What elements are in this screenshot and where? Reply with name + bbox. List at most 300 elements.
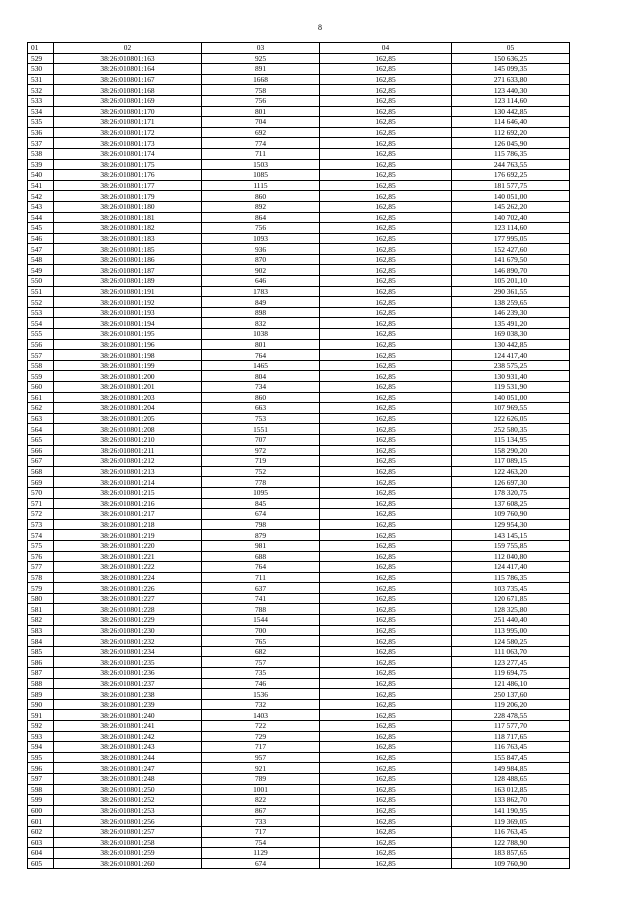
value-cell: 250 137,60 [452,689,570,700]
table-row [28,360,570,371]
table-row [28,191,570,202]
table-row [28,487,570,498]
area-cell: 798 [202,519,320,530]
row-number-cell: 534 [28,106,54,117]
rate-cell: 162,85 [320,127,452,138]
rate-cell: 162,85 [320,329,452,340]
row-number-cell: 601 [28,816,54,827]
table-row [28,805,570,816]
rate-cell: 162,85 [320,509,452,520]
area-cell: 674 [202,858,320,869]
value-cell: 119 694,75 [452,668,570,679]
table-row [28,350,570,361]
row-number-cell: 547 [28,244,54,255]
row-number-cell: 541 [28,180,54,191]
table-row [28,339,570,350]
value-cell: 103 735,45 [452,583,570,594]
area-cell: 741 [202,593,320,604]
cadastral-number-cell: 38:26:010801:250 [54,784,202,795]
rate-cell: 162,85 [320,540,452,551]
area-cell: 765 [202,636,320,647]
table-row [28,615,570,626]
row-number-cell: 602 [28,826,54,837]
row-number-cell: 530 [28,64,54,75]
value-cell: 111 063,70 [452,646,570,657]
table-row [28,117,570,128]
cadastral-number-cell: 38:26:010801:219 [54,530,202,541]
cadastral-number-cell: 38:26:010801:229 [54,615,202,626]
table-row [28,244,570,255]
rate-cell: 162,85 [320,138,452,149]
row-number-cell: 552 [28,297,54,308]
area-cell: 752 [202,466,320,477]
value-cell: 119 206,20 [452,699,570,710]
table-row [28,604,570,615]
rate-cell: 162,85 [320,615,452,626]
value-cell: 109 760,90 [452,858,570,869]
value-cell: 128 325,80 [452,604,570,615]
cadastral-number-cell: 38:26:010801:176 [54,170,202,181]
area-cell: 1783 [202,286,320,297]
row-number-cell: 561 [28,392,54,403]
table-row [28,519,570,530]
area-cell: 972 [202,445,320,456]
cadastral-number-cell: 38:26:010801:220 [54,540,202,551]
row-number-cell: 580 [28,593,54,604]
table-row [28,159,570,170]
table-row [28,699,570,710]
table-row [28,530,570,541]
rate-cell: 162,85 [320,848,452,859]
cadastral-number-cell: 38:26:010801:169 [54,95,202,106]
value-cell: 123 440,30 [452,85,570,96]
rate-cell: 162,85 [320,837,452,848]
area-cell: 1403 [202,710,320,721]
cadastral-number-cell: 38:26:010801:203 [54,392,202,403]
area-cell: 717 [202,742,320,753]
value-cell: 120 671,85 [452,593,570,604]
cadastral-number-cell: 38:26:010801:247 [54,763,202,774]
value-cell: 124 417,40 [452,562,570,573]
rate-cell: 162,85 [320,795,452,806]
area-cell: 682 [202,646,320,657]
value-cell: 130 931,40 [452,371,570,382]
value-cell: 183 857,65 [452,848,570,859]
value-cell: 138 259,65 [452,297,570,308]
area-cell: 822 [202,795,320,806]
table-row [28,74,570,85]
value-cell: 145 099,35 [452,64,570,75]
rate-cell: 162,85 [320,816,452,827]
row-number-cell: 542 [28,191,54,202]
rate-cell: 162,85 [320,530,452,541]
row-number-cell: 537 [28,138,54,149]
value-cell: 112 692,20 [452,127,570,138]
table-row [28,646,570,657]
area-cell: 832 [202,318,320,329]
table-row [28,212,570,223]
cadastral-number-cell: 38:26:010801:241 [54,721,202,732]
value-cell: 116 763,45 [452,742,570,753]
rate-cell: 162,85 [320,445,452,456]
rate-cell: 162,85 [320,95,452,106]
row-number-cell: 591 [28,710,54,721]
table-row [28,445,570,456]
cadastral-number-cell: 38:26:010801:181 [54,212,202,223]
rate-cell: 162,85 [320,403,452,414]
rate-cell: 162,85 [320,382,452,393]
row-number-cell: 604 [28,848,54,859]
table-row [28,498,570,509]
table-row [28,625,570,636]
area-cell: 1095 [202,487,320,498]
table-row [28,392,570,403]
cadastral-number-cell: 38:26:010801:192 [54,297,202,308]
value-cell: 155 847,45 [452,752,570,763]
cadastral-number-cell: 38:26:010801:213 [54,466,202,477]
row-number-cell: 550 [28,276,54,287]
table-row [28,53,570,64]
rate-cell: 162,85 [320,148,452,159]
row-number-cell: 536 [28,127,54,138]
area-cell: 764 [202,350,320,361]
cadastral-number-cell: 38:26:010801:194 [54,318,202,329]
table-row [28,858,570,869]
table-row [28,371,570,382]
area-cell: 845 [202,498,320,509]
cadastral-number-cell: 38:26:010801:216 [54,498,202,509]
area-cell: 870 [202,254,320,265]
row-number-cell: 579 [28,583,54,594]
cadastral-number-cell: 38:26:010801:198 [54,350,202,361]
area-cell: 801 [202,339,320,350]
table-row [28,689,570,700]
row-number-cell: 570 [28,487,54,498]
row-number-cell: 599 [28,795,54,806]
row-number-cell: 596 [28,763,54,774]
cadastral-number-cell: 38:26:010801:199 [54,360,202,371]
area-cell: 902 [202,265,320,276]
rate-cell: 162,85 [320,180,452,191]
table-row [28,403,570,414]
value-cell: 116 763,45 [452,826,570,837]
cadastral-number-cell: 38:26:010801:183 [54,233,202,244]
cadastral-number-cell: 38:26:010801:217 [54,509,202,520]
area-cell: 674 [202,509,320,520]
cadastral-number-cell: 38:26:010801:238 [54,689,202,700]
area-cell: 804 [202,371,320,382]
area-cell: 758 [202,85,320,96]
table-row [28,784,570,795]
table-row [28,424,570,435]
value-cell: 141 679,50 [452,254,570,265]
value-cell: 121 486,10 [452,678,570,689]
rate-cell: 162,85 [320,434,452,445]
value-cell: 141 190,95 [452,805,570,816]
value-cell: 129 954,30 [452,519,570,530]
area-cell: 646 [202,276,320,287]
row-number-cell: 575 [28,540,54,551]
table-row [28,657,570,668]
value-cell: 163 012,85 [452,784,570,795]
row-number-cell: 573 [28,519,54,530]
cadastral-number-cell: 38:26:010801:204 [54,403,202,414]
table-row [28,678,570,689]
area-cell: 753 [202,413,320,424]
row-number-cell: 539 [28,159,54,170]
value-cell: 123 114,60 [452,223,570,234]
table-row [28,297,570,308]
rate-cell: 162,85 [320,752,452,763]
value-cell: 115 134,95 [452,434,570,445]
rate-cell: 162,85 [320,689,452,700]
rate-cell: 162,85 [320,233,452,244]
row-number-cell: 544 [28,212,54,223]
area-cell: 860 [202,392,320,403]
rate-cell: 162,85 [320,604,452,615]
table-row [28,85,570,96]
rate-cell: 162,85 [320,360,452,371]
cadastral-number-cell: 38:26:010801:173 [54,138,202,149]
row-number-cell: 595 [28,752,54,763]
area-cell: 957 [202,752,320,763]
area-cell: 789 [202,773,320,784]
area-cell: 688 [202,551,320,562]
rate-cell: 162,85 [320,201,452,212]
value-cell: 119 369,05 [452,816,570,827]
row-number-cell: 589 [28,689,54,700]
value-cell: 109 760,90 [452,509,570,520]
table-row [28,752,570,763]
row-number-cell: 586 [28,657,54,668]
table-row [28,318,570,329]
row-number-cell: 532 [28,85,54,96]
table-row [28,286,570,297]
table-row [28,233,570,244]
row-number-cell: 548 [28,254,54,265]
cadastral-number-cell: 38:26:010801:259 [54,848,202,859]
area-cell: 734 [202,382,320,393]
rate-cell: 162,85 [320,636,452,647]
rate-cell: 162,85 [320,74,452,85]
value-cell: 143 145,15 [452,530,570,541]
table-row [28,127,570,138]
table-row [28,276,570,287]
column-header-01: 01 [28,43,54,54]
row-number-cell: 553 [28,307,54,318]
area-cell: 729 [202,731,320,742]
row-number-cell: 556 [28,339,54,350]
value-cell: 169 038,30 [452,329,570,340]
area-cell: 1544 [202,615,320,626]
value-cell: 118 717,65 [452,731,570,742]
rate-cell: 162,85 [320,826,452,837]
table-row [28,721,570,732]
table-row [28,710,570,721]
cadastral-number-cell: 38:26:010801:195 [54,329,202,340]
cadastral-number-cell: 38:26:010801:235 [54,657,202,668]
table-row [28,170,570,181]
area-cell: 778 [202,477,320,488]
area-cell: 801 [202,106,320,117]
rate-cell: 162,85 [320,424,452,435]
area-cell: 719 [202,456,320,467]
row-number-cell: 563 [28,413,54,424]
row-number-cell: 578 [28,572,54,583]
cadastral-number-cell: 38:26:010801:234 [54,646,202,657]
area-cell: 711 [202,572,320,583]
cadastral-number-cell: 38:26:010801:239 [54,699,202,710]
table-row [28,254,570,265]
table-row [28,265,570,276]
row-number-cell: 554 [28,318,54,329]
rate-cell: 162,85 [320,742,452,753]
value-cell: 150 636,25 [452,53,570,64]
value-cell: 146 890,70 [452,265,570,276]
rate-cell: 162,85 [320,593,452,604]
area-cell: 707 [202,434,320,445]
area-cell: 722 [202,721,320,732]
rate-cell: 162,85 [320,212,452,223]
rate-cell: 162,85 [320,223,452,234]
cadastral-number-cell: 38:26:010801:244 [54,752,202,763]
rate-cell: 162,85 [320,117,452,128]
cadastral-number-cell: 38:26:010801:248 [54,773,202,784]
value-cell: 228 478,55 [452,710,570,721]
value-cell: 128 488,65 [452,773,570,784]
cadastral-number-cell: 38:26:010801:164 [54,64,202,75]
cadastral-number-cell: 38:26:010801:205 [54,413,202,424]
area-cell: 732 [202,699,320,710]
rate-cell: 162,85 [320,763,452,774]
rate-cell: 162,85 [320,466,452,477]
rate-cell: 162,85 [320,487,452,498]
row-number-cell: 529 [28,53,54,64]
rate-cell: 162,85 [320,297,452,308]
rate-cell: 162,85 [320,456,452,467]
table-row [28,593,570,604]
cadastral-number-cell: 38:26:010801:236 [54,668,202,679]
rate-cell: 162,85 [320,498,452,509]
cadastral-number-cell: 38:26:010801:228 [54,604,202,615]
value-cell: 152 427,60 [452,244,570,255]
table-row [28,583,570,594]
area-cell: 663 [202,403,320,414]
row-number-cell: 558 [28,360,54,371]
cadastral-number-cell: 38:26:010801:185 [54,244,202,255]
value-cell: 238 575,25 [452,360,570,371]
row-number-cell: 605 [28,858,54,869]
row-number-cell: 560 [28,382,54,393]
rate-cell: 162,85 [320,339,452,350]
table-row [28,540,570,551]
cadastral-number-cell: 38:26:010801:252 [54,795,202,806]
table-row [28,201,570,212]
area-cell: 879 [202,530,320,541]
rate-cell: 162,85 [320,678,452,689]
table-row [28,138,570,149]
row-number-cell: 538 [28,148,54,159]
rate-cell: 162,85 [320,583,452,594]
value-cell: 123 114,60 [452,95,570,106]
table-row [28,551,570,562]
rate-cell: 162,85 [320,784,452,795]
row-number-cell: 543 [28,201,54,212]
cadastral-number-cell: 38:26:010801:196 [54,339,202,350]
table-row [28,731,570,742]
value-cell: 149 984,85 [452,763,570,774]
value-cell: 181 577,75 [452,180,570,191]
row-number-cell: 597 [28,773,54,784]
area-cell: 891 [202,64,320,75]
rate-cell: 162,85 [320,286,452,297]
value-cell: 105 201,10 [452,276,570,287]
area-cell: 637 [202,583,320,594]
row-number-cell: 598 [28,784,54,795]
row-number-cell: 566 [28,445,54,456]
table-row [28,477,570,488]
area-cell: 756 [202,223,320,234]
table-row [28,413,570,424]
registry-table [27,42,570,869]
rate-cell: 162,85 [320,657,452,668]
rate-cell: 162,85 [320,562,452,573]
row-number-cell: 549 [28,265,54,276]
cadastral-number-cell: 38:26:010801:182 [54,223,202,234]
row-number-cell: 565 [28,434,54,445]
cadastral-number-cell: 38:26:010801:171 [54,117,202,128]
rate-cell: 162,85 [320,191,452,202]
row-number-cell: 571 [28,498,54,509]
value-cell: 122 463,20 [452,466,570,477]
table-row [28,64,570,75]
area-cell: 898 [202,307,320,318]
area-cell: 692 [202,127,320,138]
area-cell: 700 [202,625,320,636]
area-cell: 864 [202,212,320,223]
table-row [28,329,570,340]
row-number-cell: 551 [28,286,54,297]
row-number-cell: 582 [28,615,54,626]
rate-cell: 162,85 [320,699,452,710]
area-cell: 704 [202,117,320,128]
value-cell: 251 440,40 [452,615,570,626]
value-cell: 137 608,25 [452,498,570,509]
rate-cell: 162,85 [320,646,452,657]
row-number-cell: 584 [28,636,54,647]
row-number-cell: 567 [28,456,54,467]
value-cell: 178 320,75 [452,487,570,498]
area-cell: 936 [202,244,320,255]
row-number-cell: 588 [28,678,54,689]
row-number-cell: 531 [28,74,54,85]
area-cell: 756 [202,95,320,106]
value-cell: 140 051,00 [452,191,570,202]
rate-cell: 162,85 [320,551,452,562]
table-row [28,816,570,827]
row-number-cell: 564 [28,424,54,435]
rate-cell: 162,85 [320,668,452,679]
cadastral-number-cell: 38:26:010801:189 [54,276,202,287]
rate-cell: 162,85 [320,318,452,329]
rate-cell: 162,85 [320,392,452,403]
value-cell: 244 763,55 [452,159,570,170]
row-number-cell: 592 [28,721,54,732]
area-cell: 1129 [202,848,320,859]
cadastral-number-cell: 38:26:010801:226 [54,583,202,594]
row-number-cell: 546 [28,233,54,244]
value-cell: 133 862,70 [452,795,570,806]
